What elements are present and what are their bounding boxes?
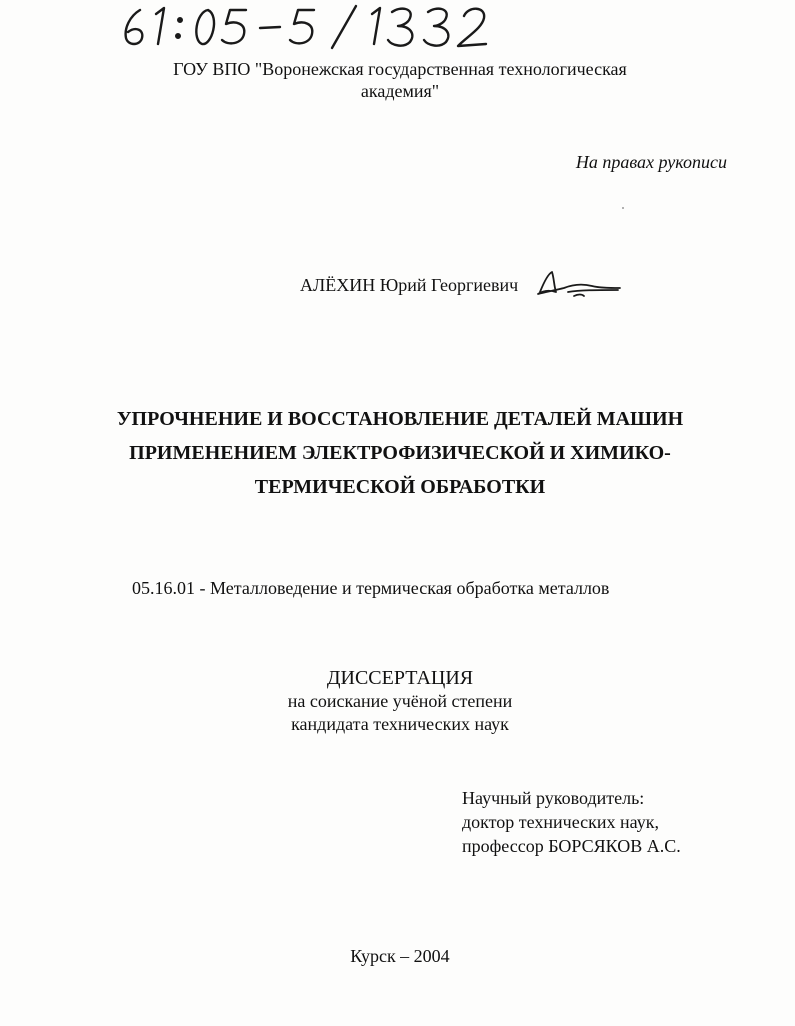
dissertation-heading: ДИССЕРТАЦИЯ: [326, 667, 474, 689]
supervisor-label: Научный руководитель:: [462, 788, 645, 808]
dissertation-block: [200, 666, 600, 736]
archive-code-handwritten: [118, 4, 498, 50]
degree-line-1: на соискание учёной степени: [287, 691, 513, 711]
dissertation-title: [60, 402, 740, 504]
title-line-2: ПРИМЕНЕНИЕМ ЭЛЕКТРОФИЗИЧЕСКОЙ И ХИМИКО-: [129, 442, 671, 464]
manuscript-rights: На правах рукописи: [575, 152, 727, 172]
organization-name: [60, 58, 740, 102]
supervisor-name: профессор БОРСЯКОВ А.С.: [462, 836, 681, 856]
author-row: [300, 268, 624, 302]
author-signature: [534, 268, 624, 302]
supervisor-block: [462, 786, 681, 858]
author-name: АЛЁХИН Юрий Георгиевич: [300, 274, 519, 295]
supervisor-degree: доктор технических наук,: [462, 812, 659, 832]
specialty-code: 05.16.01 - Металловедение и термическая обработка металлов: [132, 578, 610, 598]
title-line-1: УПРОЧНЕНИЕ И ВОССТАНОВЛЕНИЕ ДЕТАЛЕЙ МАШИН: [116, 408, 684, 430]
organization-line-2: академия": [360, 81, 440, 101]
degree-line-2: кандидата технических наук: [291, 714, 509, 734]
scan-speck: [622, 207, 624, 209]
organization-line-1: ГОУ ВПО "Воронежская государственная технологическая: [173, 59, 627, 79]
title-line-3: ТЕРМИЧЕСКОЙ ОБРАБОТКИ: [254, 476, 546, 498]
city-year: Курск – 2004: [350, 946, 450, 966]
